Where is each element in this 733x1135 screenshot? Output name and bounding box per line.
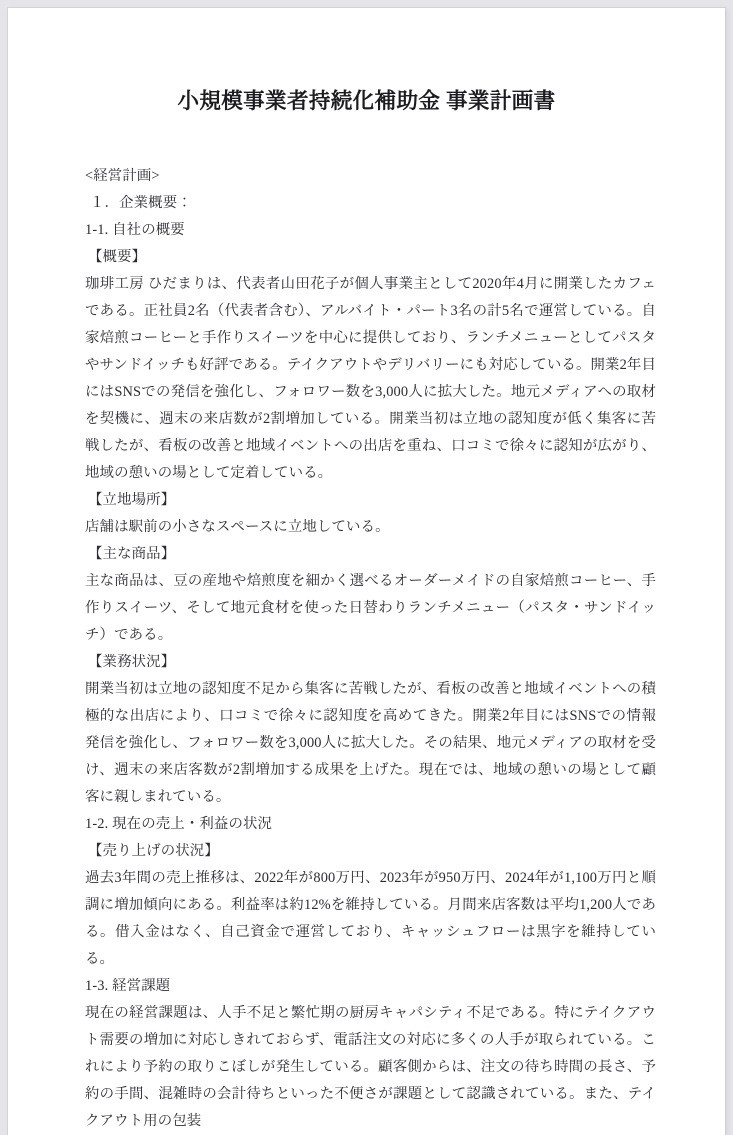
heading-1-2-sales-profit-status: 1-2. 現在の売上・利益の状況 xyxy=(85,815,273,832)
heading-location: 【立地場所】 xyxy=(88,491,176,508)
paragraph-business-status: 開業当初は立地の認知度不足から集客に苦戦したが、看板の改善と地域イベントへの積極的な出店により、口コミで徐々に認知度を高めてきた。開業2年目にはSNSでの情報発信を強化し、フォロワー数を3,000人に拡大した。その結果、地元メディアの取材を受け、週末の来店客数が2割増加する成果を上げた。現在では、地域の憩いの場として顧客に親しまれている。 xyxy=(85,680,656,805)
paragraph-sales-situation: 過去3年間の売上推移は、2022年が800万円、2023年が950万円、2024年が1,100万円と順調に増加傾向にある。利益率は約12%を維持している。月間来店客数は平均1,200人である。借入金はなく、自己資金で運営しており、キャッシュフローは黒字を維持している。 xyxy=(85,869,656,967)
page-title: 小規模事業者持続化補助金 事業計画書 xyxy=(177,89,556,113)
paragraph-management-issues: 現在の経営課題は、人手不足と繁忙期の厨房キャパシティ不足である。特にテイクアウト需要の増加に対応しきれておらず、電話注文の対応に多くの人手が取られている。これにより予約の取りこぼしが発生している。顧客側からは、注文の待ち時間の長さ、予約の手間、混雑時の会計待ちといった不便さが課題として認識されている。また、テイクアウト用の包装 xyxy=(85,1004,656,1129)
document-page xyxy=(8,8,725,1135)
heading-sales-situation: 【売り上げの状況】 xyxy=(88,842,219,859)
heading-company-overview: １．企業概要： xyxy=(90,194,192,211)
section-marker-management-plan: <経営計画> xyxy=(85,167,160,184)
heading-overview: 【概要】 xyxy=(88,248,147,265)
heading-1-1-own-company-overview: 1-1. 自社の概要 xyxy=(85,221,185,238)
heading-business-status: 【業務状況】 xyxy=(88,653,176,670)
paragraph-overview: 珈琲工房 ひだまりは、代表者山田花子が個人事業主として2020年4月に開業したカフェである。正社員2名（代表者含む）、アルバイト・パート3名の計5名で運営している。自家焙煎コーヒーと手作りスイーツを中心に提供しており、ランチメニューとしてパスタやサンドイッチも好評である。テイクアウトやデリバリーにも対応している。開業2年目にはSNSでの発信を強化し、フォロワー数を3,000人に拡大した。地元メディアへの取材を契機に、週末の来店数が2割増加している。開業当初は立地の認知度が低く集客に苦戦したが、看板の改善と地域イベントへの出店を重ね、口コミで徐々に認知が広がり、地域の憩いの場として定着している。 xyxy=(85,275,656,481)
paragraph-main-products: 主な商品は、豆の産地や焙煎度を細かく選べるオーダーメイドの自家焙煎コーヒー、手作りスイーツ、そして地元食材を使った日替わりランチメニュー（パスタ・サンドイッチ）である。 xyxy=(85,572,656,643)
heading-main-products: 【主な商品】 xyxy=(88,545,176,562)
document-body xyxy=(8,163,725,1135)
heading-1-3-management-issues: 1-3. 経営課題 xyxy=(85,977,171,994)
paragraph-location: 店舗は駅前の小さなスペースに立地している。 xyxy=(85,518,390,535)
